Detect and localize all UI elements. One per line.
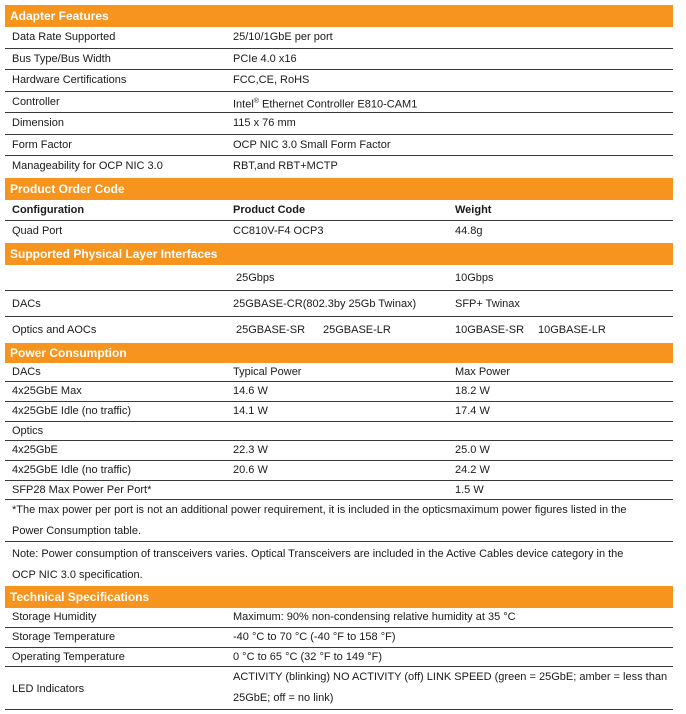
row-label: 4x25GbE [12,444,58,457]
typical-power: 22.3 W [233,444,268,457]
table-header-row [5,265,673,291]
optics-25g-sr: 25GBASE-SR [236,323,306,336]
dac-25g: 25GBASE-CR(802.3by 25Gb Twinax) [233,297,417,310]
max-power: 1.5 W [455,483,484,496]
table-row [5,27,673,49]
footnote-line: Power Consumption table. [12,525,142,538]
row-label: 4x25GbE Idle (no traffic) [12,404,132,417]
column-header: Product Code [233,203,306,216]
column-header: DACs [12,365,41,378]
optics-10g-sr: 10GBASE-SR [455,323,525,336]
table-row [5,481,673,501]
row-value: 115 x 76 mm [233,117,296,129]
row-value: FCC,CE, RoHS [233,74,310,86]
row-label: SFP28 Max Power Per Port* [12,483,152,496]
typical-power: 14.1 W [233,404,268,417]
row-label: Dimension [12,117,64,129]
table-header-row [5,200,673,222]
power-note [5,542,673,586]
note-line: Note: Power consumption of transceivers varies. Optical Transceivers are included in the Active Cables device category in the [12,548,624,561]
note-line: OCP NIC 3.0 specification. [12,569,143,582]
table-row [5,608,673,628]
max-power: 18.2 W [455,385,490,398]
column-header-25gbps: 25Gbps [236,271,275,284]
table-row [5,402,673,422]
table-header-row [5,363,673,383]
table-row [5,461,673,481]
led-value-line: ACTIVITY (blinking) NO ACTIVITY (off) LINK SPEED (green = 25GbE; amber = less than [233,671,668,684]
optics-25g-lr: 25GBASE-LR [323,323,391,336]
row-label: Optics and AOCs [12,323,97,336]
value-rest: Ethernet Controller E810-CAM1 [258,98,418,111]
row-label: DACs [12,297,41,310]
typical-power: 14.6 W [233,385,268,398]
row-value: Maximum: 90% non-condensing relative humidity at 35 °C [233,611,516,624]
registered-mark: ® [253,97,259,105]
value-prefix: Intel [233,98,254,111]
configuration: Quad Port [12,225,63,237]
max-power: 24.2 W [455,463,490,476]
weight: 44.8g [455,225,483,237]
table-row [5,156,673,178]
row-value: 0 °C to 65 °C (32 °F to 149 °F) [233,650,383,663]
max-power: 25.0 W [455,444,490,457]
footnote [5,500,673,542]
row-label: Form Factor [12,138,72,151]
row-label: Bus Type/Bus Width [12,52,111,65]
section-header-technical-specifications: Technical Specifications [5,586,673,608]
footnote-line: *The max power per port is not an additional power requirement, it is included in the opticsmaximum power figures listed in the [12,504,627,517]
row-value [233,92,417,115]
table-row [5,221,673,243]
table-row [5,291,673,317]
row-value: RBT,and RBT+MCTP [233,160,338,172]
product-code: CC810V-F4 OCP3 [233,225,324,237]
row-value: PCIe 4.0 x16 [233,52,297,65]
table-row [5,113,673,135]
dac-10g: SFP+ Twinax [455,297,520,310]
optics-10g-lr: 10GBASE-LR [538,323,606,336]
table-row-led [5,667,673,710]
typical-power: 20.6 W [233,463,268,476]
row-label: Operating Temperature [12,650,125,663]
max-power: 17.4 W [455,404,490,417]
spec-sheet [5,5,673,710]
table-row [5,92,673,114]
table-row [5,648,673,668]
table-row [5,70,673,92]
row-label: LED Indicators [12,683,85,696]
table-row [5,135,673,157]
table-row [5,422,673,442]
row-label: Optics [12,424,44,437]
row-label: Storage Humidity [12,611,97,624]
row-label: Controller [12,95,60,108]
row-label: 4x25GbE Max [12,385,82,398]
table-row [5,441,673,461]
table-row [5,317,673,343]
row-value: 25/10/1GbE per port [233,31,333,43]
section-header-physical-layer: Supported Physical Layer Interfaces [5,243,673,265]
column-header: Typical Power [233,365,302,378]
led-value-line: 25GbE; off = no link) [233,692,334,705]
row-value: OCP NIC 3.0 Small Form Factor [233,138,391,151]
table-row [5,49,673,71]
row-label: 4x25GbE Idle (no traffic) [12,463,132,476]
column-header: Weight [455,203,492,216]
section-header-adapter-features: Adapter Features [5,5,673,27]
section-header-power-consumption: Power Consumption [5,343,673,363]
column-header: Max Power [455,365,511,378]
table-row [5,382,673,402]
row-label: Storage Temperature [12,631,116,643]
column-header-10gbps: 10Gbps [455,271,494,284]
section-header-product-order-code: Product Order Code [5,178,673,200]
row-label: Data Rate Supported [12,31,116,43]
row-value: -40 °C to 70 °C (-40 °F to 158 °F) [233,631,396,643]
table-row [5,628,673,648]
column-header: Configuration [12,203,85,216]
row-label: Manageability for OCP NIC 3.0 [12,160,163,172]
row-label: Hardware Certifications [12,74,127,86]
